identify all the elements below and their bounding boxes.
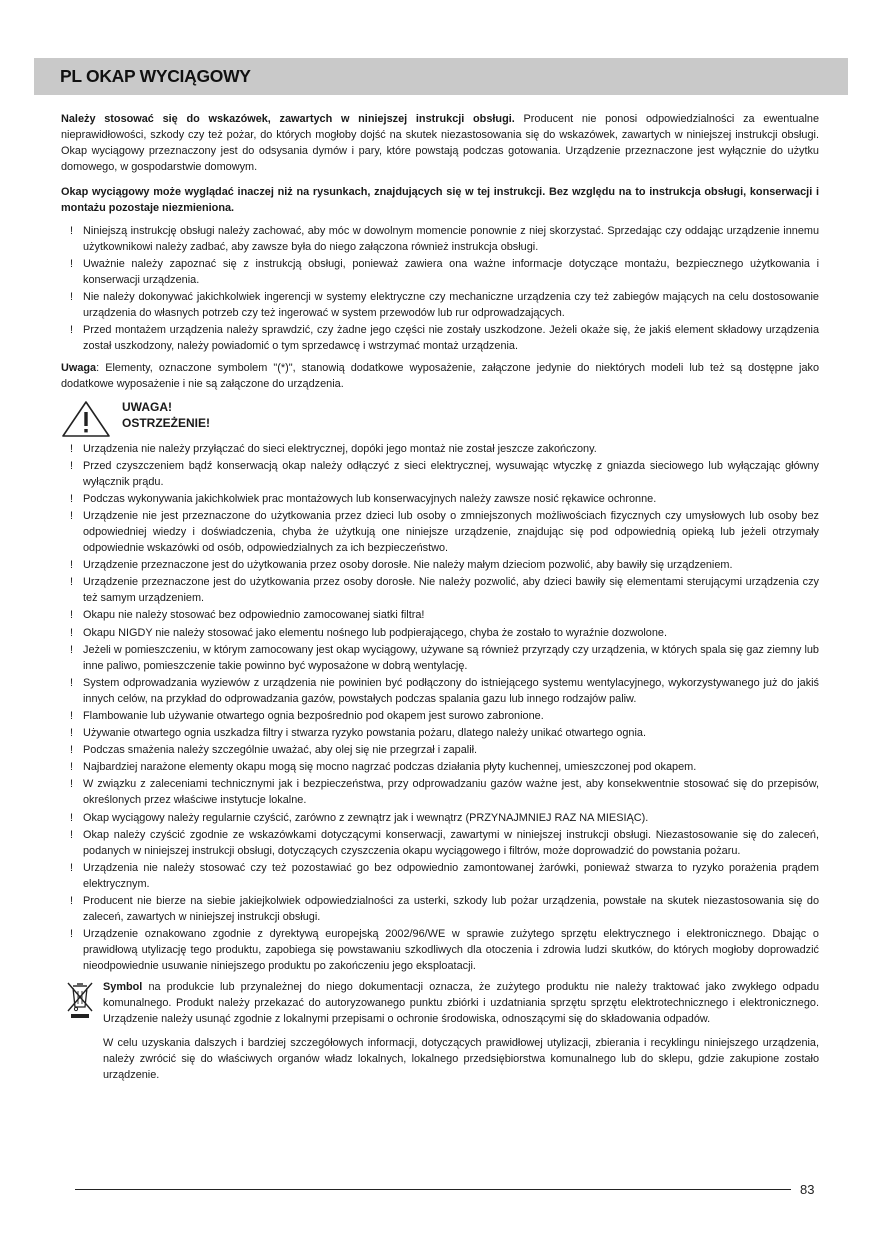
page-title: PL OKAP WYCIĄGOWY [60,66,251,86]
crossed-bin-icon [65,981,95,1019]
document-body [61,111,819,1083]
symbol-label: Symbol [103,980,143,993]
appearance-note: Okap wyciągowy może wyglądać inaczej niż na rysunkach, znajdujących się w tej instrukcji. Bez względu na to instrukcja obsługi, konserwacji i montażu pozostaje niezmieniona. [61,186,819,215]
list-item: ! Niniejszą instrukcję obsługi należy zachować, aby móc w dowolnym momencie ponownie z niej skorzystać. Sprzedając czy oddając urządzenie innemu użytkownikowi należy zadbać, aby zawsze była do niego załączona również instrukcja obsługi. [61,223,819,255]
footer-divider [75,1189,791,1190]
symbol-text: na produkcie lub przynależnej do niego dokumentacji oznacza, że zużytego produktu nie należy traktować jako zwykłego odpadu komunalnego. Produkt należy przekazać do autoryzowanego punktu zbiórki i uzdatniania sprzętu sprzętu elektrotechnicznego i elektronicznego. Urządzenie należy usunąć zgodnie z lokalnymi przepisami o ochronie środowiska, odnoszącymi się do składowania odpadów. [103,980,819,1025]
uwaga-label: Uwaga [61,362,97,375]
list-item: ! W związku z zaleceniami technicznymi jak i bezpieczeństwa, przy odprowadzaniu gazów ważne jest, aby konsekwentnie stosować się do przepisów, określonych przez właściwe instytucje lokalne. [61,776,819,808]
list-item: ! Przed czyszczeniem bądź konserwacją okap należy odłączyć z sieci elektrycznej, wysuwając wtyczkę z gniazda sieciowego lub wyłączając główny wyłącznik prądu. [61,458,819,490]
list-item: ! Okap należy czyścić zgodnie ze wskazówkami dotyczącymi konserwacji, zawartymi w niniejszej instrukcji obsługi. Niezastosowanie się do zaleceń, podanych w niniejszej instrukcji obsługi, dotyczących czyszczenia okapu wyciągowego i filtrów, może doprowadzić do powstania pożaru. [61,827,819,859]
list-item: ! Przed montażem urządzenia należy sprawdzić, czy żadne jego części nie zostały uszkodzone. Jeżeli okaże się, że jakiś element składowy urządzenia został uszkodzony, należy powiadomić o tym sprzedawcę i wstrzymać montaż urządzenia. [61,322,819,354]
intro-text: Producent nie ponosi odpowiedzialności za ewentualne nieprawidłowości, szkody czy też pożar, do których mogłoby dojść na skutek niezastosowania się do wskazówek, zawartych w niniejszej instrukcji obsługi. Okap wyciągowy przeznaczony jest do odsysania dymów i pary, które powstają podczas gotowania. Urządzenie przeznaczone jest wyłącznie do użytku domowego, w gospodarstwie domowym. [61,113,820,174]
warning-subtitle: OSTRZEŻENIE! [122,415,211,430]
uwaga-text: : Elementy, oznaczone symbolem "(*)", stanowią dodatkowe wyposażenie, załączone jedynie do niektórych modeli lub też są dostępne jako dodatkowe wyposażenie i nie są załączone do urządzenia. [61,362,819,391]
intro-bold-text: Należy stosować się do wskazówek, zawartych w niniejszej instrukcji obsługi. [61,113,515,125]
symbol-paragraph [103,979,819,1027]
warning-triangle-icon [61,400,111,438]
list-item: ! Flambowanie lub używanie otwartego ognia bezpośrednio pod okapem jest surowo zabronione. [61,708,819,724]
warning-block [61,400,819,440]
list-item: ! Najbardziej narażone elementy okapu mogą się mocno nagrzać podczas działania płyty kuchennej, umieszczonej pod okapem. [61,759,819,775]
list-item: ! Podczas wykonywania jakichkolwiek prac montażowych lub konserwacyjnych należy zawsze nosić rękawice ochronne. [61,491,819,507]
list-item: ! Jeżeli w pomieszczeniu, w którym zamocowany jest okap wyciągowy, używane są również przyrządy czy urządzenia, w których spala się gaz ziemny lub inne paliwo, pomieszczenie takie powinno być wyposażone w dobrą wentylację. [61,642,819,674]
list-item: ! Uważnie należy zapoznać się z instrukcją obsługi, ponieważ zawiera ona ważne informacje dotyczące montażu, bezpiecznego użytkowania i konserwacji urządzenia. [61,256,819,288]
section-header [34,58,848,95]
list-item: ! Nie należy dokonywać jakichkolwiek ingerencji w systemy elektryczne czy mechaniczne urządzenia czy też zabiegów mających na celu dostosowanie urządzenia do własnych potrzeb czy też ingerować w system przewodów lub rur odprowadzających. [61,289,819,321]
list-item: ! Okapu nie należy stosować bez odpowiednio zamocowanej siatki filtra! [61,607,819,623]
list-item: ! Urządzenie przeznaczone jest do użytkowania przez osoby dorosłe. Nie należy pozwolić, aby dzieci bawiły się elementami sterującymi urządzenia czy też samym urządzeniem. [61,574,819,606]
list-item: ! Okap wyciągowy należy regularnie czyścić, zarówno z zewnątrz jak i wewnątrz (PRZYNAJMNIEJ RAZ NA MIESIĄC). [61,810,819,826]
warning-title: UWAGA! [122,399,172,414]
intro-paragraph [61,111,819,175]
list-item: ! Urządzenie nie jest przeznaczone do użytkowania przez dzieci lub osoby o zmniejszonych możliwościach fizycznych czy umysłowych lub osoby bez odpowiedniej wiedzy i doświadczenia, chyba że użytkują one niniejsze urządzenie, znajdując się pod odpowiednią opieką lub jeżeli otrzymały odpowiednie wskazówki od osób, odpowiedzialnych za ich bezpieczeństwo. [61,508,819,556]
list-item: ! Urządzenia nie należy stosować czy też pozostawiać go bez odpowiednio zamontowanej żarówki, ponieważ stwarza to ryzyko porażenia prądem elektrycznym. [61,860,819,892]
list-item: ! Okapu NIGDY nie należy stosować jako elementu nośnego lub podpierającego, chyba że zostało to wyraźnie dozwolone. [61,625,819,641]
list-item: ! Urządzenie oznakowano zgodnie z dyrektywą europejską 2002/96/WE w sprawie zużytego sprzętu elektrycznego i elektronicznego. Dbając o prawidłową utylizację tego produktu, zapobiega się powstawaniu szkodliwych dla otoczenia i zdrowia ludzi skutków, do których mogłoby doprowadzić nieodpowiednie usuwanie niniejszego produktu po zakończeniu jego eksploatacji. [61,926,819,974]
list-item: ! Urządzenia nie należy przyłączać do sieci elektrycznej, dopóki jego montaż nie został jeszcze zakończony. [61,441,819,457]
list-item: ! Podczas smażenia należy szczególnie uważać, aby olej się nie przegrzał i zapalił. [61,742,819,758]
list-item: ! System odprowadzania wyziewów z urządzenia nie powinien być podłączony do istniejącego systemu wentylacyjnego, wykorzystywanego już do jakiś innych celów, na przykład do odprowadzania gazów, powstałych podczas spalania gazu lub innego rodzajów paliw. [61,675,819,707]
general-instructions-list [61,223,819,355]
list-item: ! Producent nie bierze na siebie jakiejkolwiek odpowiedzialności za usterki, szkody lub pożar urządzenia, powstałe na skutek niezastosowania się do zaleceń, zawartych w niniejszej instrukcji obsługi. [61,893,819,925]
weee-symbol-block [61,979,819,1084]
list-item: ! Urządzenie przeznaczone jest do użytkowania przez osoby dorosłe. Nie należy małym dzieciom pozwolić, aby bawiły się urządzeniem. [61,557,819,573]
page-number: 83 [800,1182,815,1197]
uwaga-note [61,360,819,392]
list-item: ! Używanie otwartego ognia uszkadza filtry i stwarza ryzyko powstania pożaru, dlatego należy unikać otwartego ognia. [61,725,819,741]
recycling-info-paragraph: W celu uzyskania dalszych i bardziej szczegółowych informacji, dotyczących prawidłowej utylizacji, zbierania i recyklingu niniejszego urządzenia, należy zwrócić się do właściwych organów władz lokalnych, lokalnego przedsiębiorstwa komunalnego lub do sklepu, gdzie zakupione zostało urządzenie. [103,1036,819,1081]
warning-instructions-list [61,441,819,975]
